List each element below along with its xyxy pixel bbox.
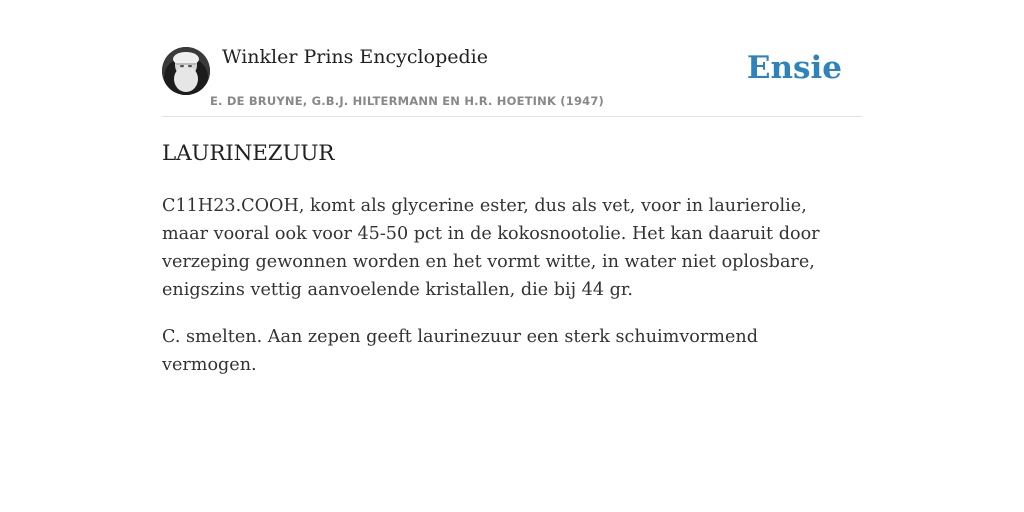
entry-paragraph: C11H23.COOH, komt als glycerine ester, dus als vet, voor in laurierolie, maar vooral ook voor 45-50 pct in de kokosnootolie. Het kan daaruit door verzeping gewonnen worden en het vormt witte, in water niet oplosbare, enigszins vettig aanvoelende kristallen, die bij 44 gr. [162, 196, 820, 300]
portrait-bearded-man-icon [162, 47, 210, 95]
ensie-logo-link[interactable]: Ensie [746, 50, 842, 86]
entry-paragraph: C. smelten. Aan zepen geeft laurinezuur een sterk schuimvormend vermogen. [162, 327, 758, 375]
entry-body [162, 192, 852, 398]
source-authors: E. DE BRUYNE, G.B.J. HILTERMANN EN H.R. HOETINK (1947) [210, 94, 605, 108]
source-title: Winkler Prins Encyclopedie [222, 46, 488, 68]
source-header [162, 46, 862, 117]
entry-title: LAURINEZUUR [162, 141, 335, 166]
